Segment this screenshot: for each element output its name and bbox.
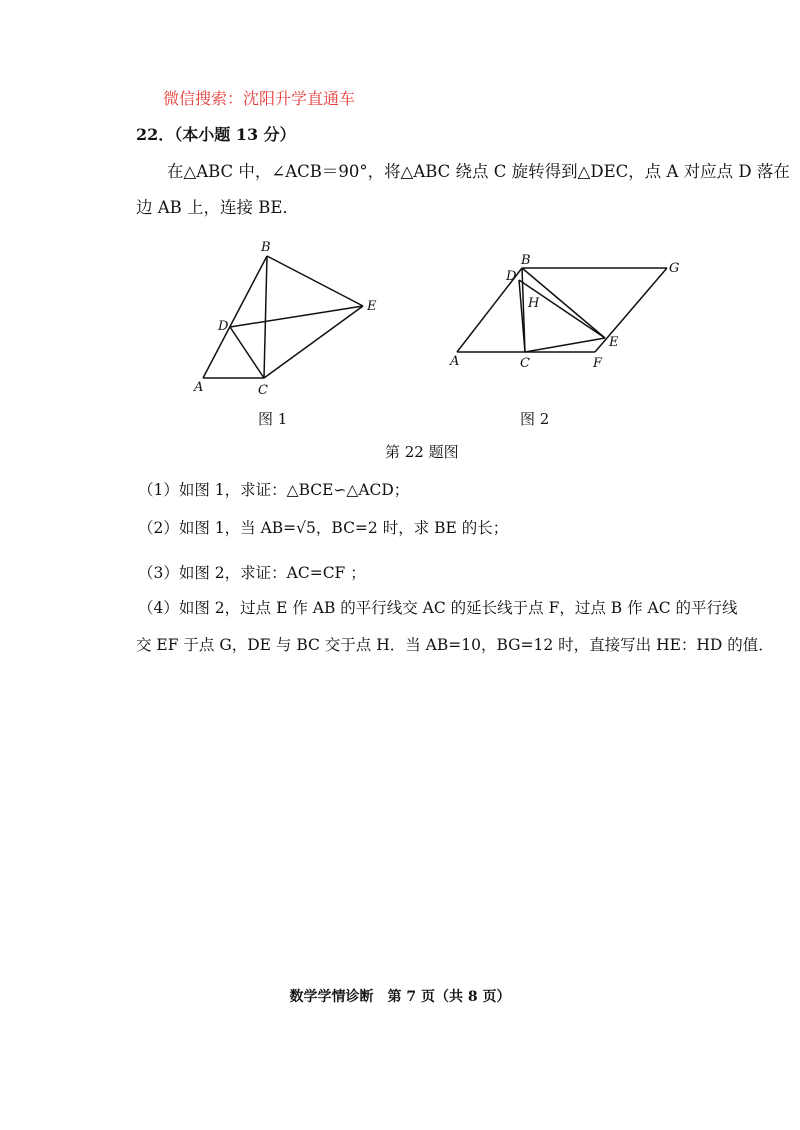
watermark-text: 微信搜索：沈阳升学直通车 — [163, 89, 356, 108]
segment-BC — [264, 256, 267, 378]
label-B: B — [521, 253, 531, 268]
label-D: D — [218, 319, 229, 334]
figure-1-caption: 图 1 — [258, 410, 288, 428]
segment-AB — [203, 256, 267, 378]
segment-BE — [267, 256, 363, 306]
label-G: G — [669, 261, 680, 276]
subquestion-4-line-2: 交 EF 于点 G，DE 与 BC 交于点 H．当 AB=10，BG=12 时，直接写出 HE：HD 的值． — [136, 636, 774, 654]
label-E: E — [367, 299, 377, 314]
segment-DE — [230, 306, 363, 327]
label-A: A — [194, 380, 204, 395]
subquestion-2: （2）如图 1，当 AB=√5，BC=2 时，求 BE 的长； — [138, 519, 509, 537]
page-footer: 数学学情诊断 第 7 页（共 8 页） — [289, 989, 511, 1005]
segment-GF — [595, 268, 667, 352]
label-F: F — [593, 356, 603, 371]
label-E: E — [609, 335, 619, 350]
subquestion-1: （1）如图 1，求证：△BCE∽△ACD； — [138, 481, 410, 499]
label-A: A — [450, 354, 460, 369]
figure-1-diagram — [190, 236, 390, 401]
subquestion-4-line-1: （4）如图 2，过点 E 作 AB 的平行线交 AC 的延长线于点 F，过点 B 作 AC 的平行线 — [138, 599, 738, 617]
segment-DC — [230, 327, 264, 378]
figure-group-caption: 第 22 题图 — [385, 443, 459, 461]
label-C: C — [520, 356, 530, 371]
question-heading: 22．（本小题 13 分） — [136, 125, 296, 144]
figure-2-diagram — [445, 252, 695, 377]
label-C: C — [258, 383, 268, 398]
question-stem-line-1: 在△ABC 中，∠ACB＝90°，将△ABC 绕点 C 旋转得到△DEC，点 A 对应点 D 落在 — [167, 162, 790, 181]
label-B: B — [261, 240, 271, 255]
subquestion-3: （3）如图 2，求证：AC=CF ； — [138, 564, 366, 582]
label-D: D — [506, 269, 517, 284]
label-H: H — [528, 296, 540, 311]
segment-CE — [525, 338, 605, 352]
question-stem-line-2: 边 AB 上，连接 BE． — [136, 198, 299, 217]
figure-2-caption: 图 2 — [520, 410, 550, 428]
segment-EC — [264, 306, 363, 378]
